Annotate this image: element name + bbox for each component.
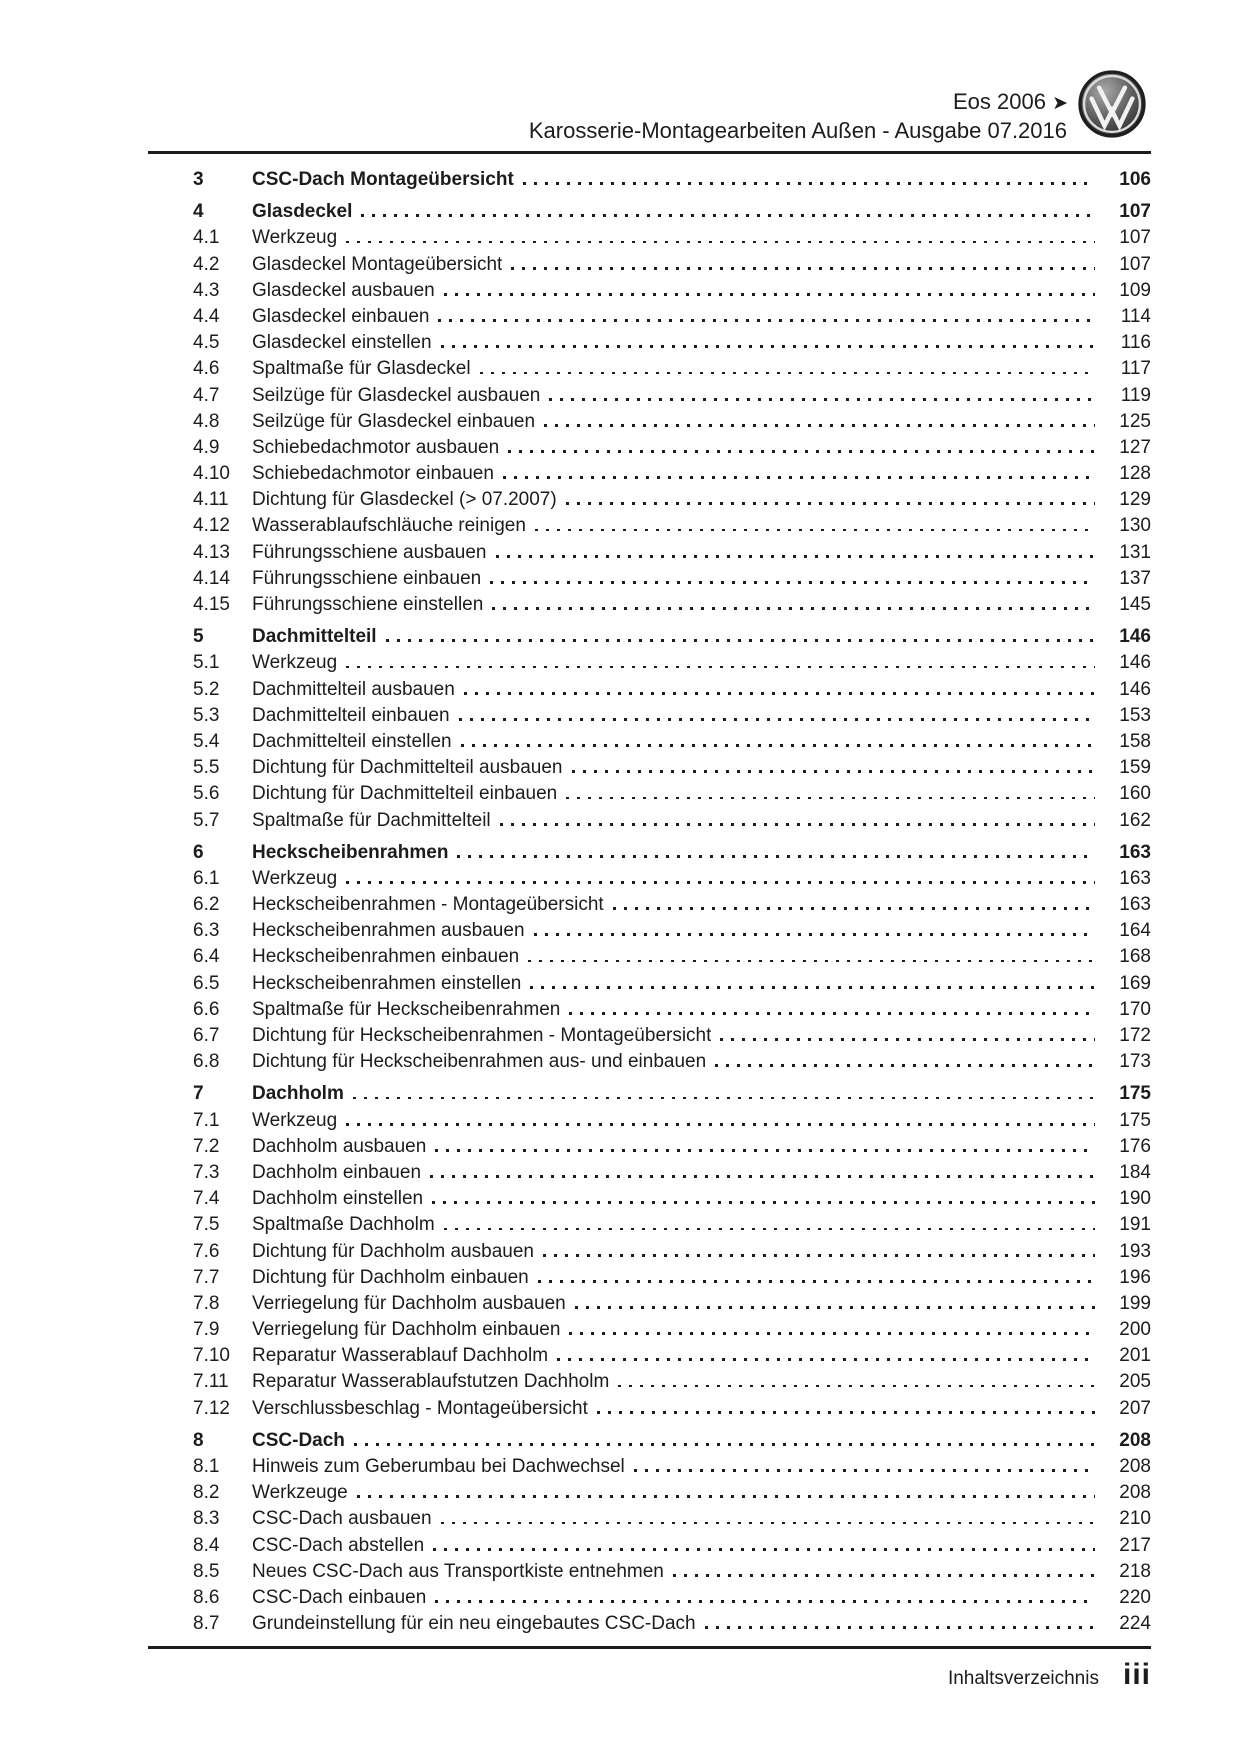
dot-leader <box>618 1385 1095 1388</box>
toc-entry <box>148 358 1151 384</box>
toc-entry-page: 160 <box>1119 783 1151 805</box>
toc-entry <box>148 1136 1151 1162</box>
toc-entry-title: CSC-Dach einbauen <box>252 1586 427 1608</box>
toc-entry-page: 200 <box>1119 1319 1151 1341</box>
footer-divider <box>148 1646 1151 1649</box>
toc-entry-page: 119 <box>1120 384 1151 406</box>
toc-entry-title: Heckscheibenrahmen - Montageübersicht <box>252 894 604 916</box>
toc-entry <box>148 920 1151 946</box>
toc-entry-page: 163 <box>1119 867 1151 889</box>
toc-entry <box>148 1561 1151 1587</box>
toc-entry-number: 8.5 <box>193 1560 220 1582</box>
toc-entry-page: 190 <box>1119 1188 1151 1210</box>
toc-entry-title: Dachmittelteil ausbauen <box>252 678 455 700</box>
toc-entry-title: Werkzeug <box>252 1109 338 1131</box>
page-header <box>529 88 1067 144</box>
toc-entry <box>148 1267 1151 1293</box>
toc-entry-title: Dichtung für Dachmittelteil ausbauen <box>252 757 563 779</box>
toc-entry-number: 6.1 <box>193 867 220 889</box>
dot-leader <box>543 1254 1095 1257</box>
footer-page-number: iii <box>1122 1658 1151 1691</box>
dot-leader <box>441 345 1095 348</box>
toc-entry-page: 170 <box>1119 998 1151 1020</box>
toc-entry-title: Glasdeckel ausbauen <box>252 279 435 301</box>
toc-entry-title: Grundeinstellung für ein neu eingebautes CSC-Dach <box>252 1613 696 1635</box>
dot-leader <box>530 986 1095 989</box>
toc-entry <box>148 411 1151 437</box>
toc-entry-page: 193 <box>1119 1240 1151 1262</box>
toc-entry-title: Dichtung für Dachmittelteil einbauen <box>252 783 558 805</box>
toc-entry-number: 4.8 <box>193 410 220 432</box>
toc-entry-page: 162 <box>1119 809 1151 831</box>
toc-entry-page: 145 <box>1119 594 1151 615</box>
toc-entry-page: 146 <box>1119 652 1151 674</box>
toc-entry-page: 128 <box>1119 463 1151 485</box>
toc-entry-title: Reparatur Wasserablauf Dachholm <box>252 1345 549 1367</box>
toc-entry-number: 4.1 <box>193 227 220 249</box>
toc-entry <box>148 201 1151 227</box>
toc-entry <box>148 515 1151 541</box>
toc-entry-number: 7.10 <box>193 1345 230 1367</box>
toc-entry-page: 210 <box>1119 1508 1151 1530</box>
toc-entry <box>148 679 1151 705</box>
toc-entry-number: 4 <box>193 201 204 223</box>
dot-leader <box>508 450 1095 453</box>
toc-entry-title: Werkzeuge <box>252 1482 348 1504</box>
toc-entry-page: 131 <box>1119 541 1151 563</box>
dot-leader <box>433 1548 1095 1551</box>
toc-entry-page: 116 <box>1120 332 1151 354</box>
dot-leader <box>613 907 1095 910</box>
toc-entry <box>148 973 1151 999</box>
dot-leader <box>459 718 1095 721</box>
dot-leader <box>528 960 1095 963</box>
page-footer <box>148 1658 1151 1692</box>
dot-leader <box>496 555 1095 558</box>
dot-leader <box>511 267 1095 270</box>
dot-leader <box>538 1280 1095 1283</box>
dot-leader <box>715 1064 1095 1067</box>
dot-leader <box>430 1175 1095 1178</box>
toc-entry-number: 4.10 <box>193 463 230 485</box>
toc-entry-number: 7.8 <box>193 1292 220 1314</box>
toc-entry <box>148 594 1151 620</box>
toc-entry-number: 6.2 <box>193 894 220 916</box>
toc-entry-page: 207 <box>1119 1397 1151 1419</box>
toc-entry-number: 5.1 <box>193 652 220 674</box>
toc-entry-number: 5.2 <box>193 678 220 700</box>
toc-entry-page: 205 <box>1119 1371 1151 1393</box>
toc-entry <box>148 999 1151 1025</box>
toc-entry-number: 4.2 <box>193 253 220 275</box>
toc-entry-title: CSC-Dach ausbauen <box>252 1508 432 1530</box>
toc-entry-title: Heckscheibenrahmen einstellen <box>252 972 522 994</box>
toc-entry-number: 7.4 <box>193 1188 220 1210</box>
toc-entry-number: 5.5 <box>193 757 220 779</box>
toc-entry-number: 5.7 <box>193 809 220 831</box>
toc-entry-page: 172 <box>1119 1025 1151 1046</box>
toc-entry-number: 4.13 <box>193 541 230 563</box>
toc-entry <box>148 946 1151 972</box>
toc-entry-page: 191 <box>1119 1214 1151 1236</box>
toc-entry-number: 4.12 <box>193 515 230 537</box>
toc-entry-page: 163 <box>1119 841 1151 863</box>
header-divider <box>148 151 1151 154</box>
toc-entry <box>148 1345 1151 1371</box>
dot-leader <box>346 881 1095 884</box>
toc-entry-number: 6.8 <box>193 1051 220 1073</box>
toc-entry-page: 224 <box>1119 1613 1151 1635</box>
toc-entry <box>148 1613 1151 1639</box>
toc-entry-number: 5.4 <box>193 730 220 752</box>
toc-entry-title: Schiebedachmotor einbauen <box>252 463 494 485</box>
toc-entry-number: 4.7 <box>193 384 220 406</box>
toc-entry <box>148 894 1151 920</box>
toc-entry <box>148 306 1151 332</box>
header-subtitle: Karosserie-Montagearbeiten Außen - Ausgabe 07.2016 <box>528 118 1067 143</box>
dot-leader <box>597 1411 1095 1414</box>
toc-entry <box>148 1535 1151 1561</box>
dot-leader <box>634 1469 1095 1472</box>
dot-leader <box>544 424 1095 427</box>
toc-entry-page: 173 <box>1119 1051 1151 1073</box>
toc-entry-title: Werkzeug <box>252 652 338 674</box>
toc-entry-number: 7.12 <box>193 1397 230 1419</box>
toc-entry-number: 4.14 <box>193 567 230 589</box>
toc-entry-title: Spaltmaße für Dachmittelteil <box>252 809 491 831</box>
toc-entry-title: Dachmittelteil einstellen <box>252 730 452 752</box>
toc-entry-page: 163 <box>1119 894 1151 916</box>
toc-entry-page: 146 <box>1119 626 1151 648</box>
toc-entry-number: 4.11 <box>193 489 229 511</box>
toc-entry-page: 169 <box>1119 972 1151 994</box>
dot-leader <box>435 1600 1095 1603</box>
dot-leader <box>386 639 1095 642</box>
toc-entry-title: Dichtung für Heckscheibenrahmen - Montageübersicht <box>252 1025 712 1046</box>
toc-entry-number: 7.7 <box>193 1266 220 1288</box>
toc-entry-page: 130 <box>1119 515 1151 537</box>
dot-leader <box>457 855 1095 858</box>
dot-leader <box>492 607 1095 610</box>
toc-entry-page: 175 <box>1119 1083 1151 1105</box>
toc-entry <box>148 437 1151 463</box>
dot-leader <box>346 241 1095 244</box>
toc-entry <box>148 227 1151 253</box>
toc-entry-page: 199 <box>1119 1292 1151 1314</box>
toc-entry-title: Dichtung für Glasdeckel (> 07.2007) <box>252 489 557 511</box>
toc-entry-title: Führungsschiene einstellen <box>252 594 484 615</box>
toc-entry <box>148 1162 1151 1188</box>
toc-entry-number: 4.15 <box>193 594 230 615</box>
toc-entry-number: 8.4 <box>193 1534 220 1556</box>
toc-entry-title: CSC-Dach abstellen <box>252 1534 425 1556</box>
toc-entry-number: 7.9 <box>193 1319 220 1341</box>
toc-entry-title: Schiebedachmotor ausbauen <box>252 436 500 458</box>
dot-leader <box>441 1522 1095 1525</box>
toc-entry-number: 7.2 <box>193 1135 220 1157</box>
toc-entry-number: 7.3 <box>193 1161 220 1183</box>
toc-entry <box>148 652 1151 678</box>
dot-leader <box>461 744 1095 747</box>
dot-leader <box>566 502 1095 505</box>
toc-entry-number: 8.7 <box>193 1613 220 1635</box>
dot-leader <box>353 1097 1095 1100</box>
dot-leader <box>575 1306 1095 1309</box>
toc-entry-page: 208 <box>1119 1456 1151 1477</box>
toc-entry <box>148 1456 1151 1482</box>
toc-entry <box>148 1214 1151 1240</box>
toc-entry-title: CSC-Dach Montageübersicht <box>252 169 514 190</box>
toc-entry-title: Spaltmaße für Heckscheibenrahmen <box>252 998 561 1020</box>
toc-entry-page: 114 <box>1120 305 1151 327</box>
toc-entry-page: 208 <box>1119 1482 1151 1504</box>
toc-entry <box>148 332 1151 358</box>
toc-entry <box>148 1083 1151 1109</box>
toc-entry-number: 7.5 <box>193 1214 220 1236</box>
dot-leader <box>673 1574 1095 1577</box>
dot-leader <box>569 1012 1095 1015</box>
toc-entry-page: 159 <box>1119 757 1151 779</box>
toc-entry-number: 5 <box>193 626 204 648</box>
toc-entry-title: Glasdeckel <box>252 201 353 223</box>
toc-entry-number: 3 <box>193 169 204 190</box>
dot-leader <box>464 692 1095 695</box>
toc-entry-page: 107 <box>1119 227 1151 249</box>
dot-leader <box>357 1495 1095 1498</box>
header-model: Eos 2006 <box>952 89 1046 114</box>
dot-leader <box>500 823 1095 826</box>
toc-entry-title: Wasserablaufschläuche reinigen <box>252 515 526 537</box>
dot-leader <box>361 214 1095 217</box>
toc-entry-page: 220 <box>1119 1586 1151 1608</box>
toc-entry-title: Heckscheibenrahmen ausbauen <box>252 920 525 942</box>
dot-leader <box>444 1228 1095 1231</box>
dot-leader <box>444 293 1095 296</box>
toc-entry-page: 196 <box>1119 1266 1151 1288</box>
toc-entry <box>148 810 1151 836</box>
toc-entry <box>148 463 1151 489</box>
toc-entry <box>148 254 1151 280</box>
toc-entry-page: 146 <box>1119 678 1151 700</box>
dot-leader <box>535 529 1095 532</box>
toc-entry-title: Verriegelung für Dachholm einbauen <box>252 1319 561 1341</box>
toc-entry-number: 8.6 <box>193 1586 220 1608</box>
toc-entry-number: 4.9 <box>193 436 220 458</box>
toc-entry <box>148 1371 1151 1397</box>
toc-entry <box>148 626 1151 652</box>
footer-section-label: Inhaltsverzeichnis <box>947 1668 1099 1689</box>
toc-entry-number: 7.11 <box>193 1371 229 1393</box>
dot-leader <box>566 797 1095 800</box>
toc-entry-page: 109 <box>1119 279 1151 301</box>
toc-entry-number: 6 <box>193 841 204 863</box>
toc-entry-page: 217 <box>1119 1534 1151 1556</box>
toc-entry-number: 7 <box>193 1083 204 1105</box>
toc-entry <box>148 1025 1151 1051</box>
toc-entry-page: 107 <box>1119 253 1151 275</box>
toc-entry <box>148 783 1151 809</box>
toc-entry-page: 106 <box>1119 169 1151 190</box>
toc-entry <box>148 280 1151 306</box>
toc-entry-page: 117 <box>1120 358 1151 380</box>
toc-entry-page: 137 <box>1119 567 1151 589</box>
dot-leader <box>572 770 1095 773</box>
toc-entry <box>148 705 1151 731</box>
dot-leader <box>503 476 1095 479</box>
toc-entry-page: 127 <box>1119 436 1151 458</box>
toc-entry-number: 4.4 <box>193 305 220 327</box>
toc-entry-title: Dachmittelteil einbauen <box>252 704 450 726</box>
toc-entry <box>148 842 1151 868</box>
toc-entry-page: 201 <box>1119 1345 1151 1367</box>
toc-entry-title: Glasdeckel einstellen <box>252 332 432 354</box>
toc-entry-title: Führungsschiene ausbauen <box>252 541 487 563</box>
toc-entry-title: Heckscheibenrahmen <box>252 841 449 863</box>
toc-entry <box>148 489 1151 515</box>
toc-entry-page: 125 <box>1119 410 1151 432</box>
dot-leader <box>354 1443 1095 1446</box>
toc-entry <box>148 1051 1151 1077</box>
toc-entry-number: 6.4 <box>193 946 220 968</box>
toc-entry-title: Dachmittelteil <box>252 626 377 648</box>
toc-entry-page: 158 <box>1119 730 1151 752</box>
dot-leader <box>438 319 1095 322</box>
dot-leader <box>534 933 1095 936</box>
dot-leader <box>346 666 1095 669</box>
toc-entry-page: 184 <box>1119 1161 1151 1183</box>
toc-entry-title: Glasdeckel einbauen <box>252 305 430 327</box>
toc-entry-title: Spaltmaße Dachholm <box>252 1214 435 1236</box>
toc-entry-number: 8.3 <box>193 1508 220 1530</box>
toc-entry-number: 6.5 <box>193 972 220 994</box>
toc-entry-title: Seilzüge für Glasdeckel einbauen <box>252 410 536 432</box>
toc-entry-title: Glasdeckel Montageübersicht <box>252 253 503 275</box>
toc-entry-title: Dichtung für Dachholm ausbauen <box>252 1240 535 1262</box>
toc-entry-title: Führungsschiene einbauen <box>252 567 482 589</box>
toc-entry <box>148 1587 1151 1613</box>
toc-entry-page: 153 <box>1119 704 1151 726</box>
toc-entry-title: Dachholm einstellen <box>252 1188 424 1210</box>
toc-entry-number: 5.6 <box>193 783 220 805</box>
toc-entry-number: 8.1 <box>193 1456 220 1477</box>
toc-entry <box>148 868 1151 894</box>
dot-leader <box>523 182 1095 185</box>
toc-entry-number: 4.3 <box>193 279 220 301</box>
toc-entry-title: Spaltmaße für Glasdeckel <box>252 358 471 380</box>
toc-entry <box>148 1398 1151 1424</box>
toc-entry-page: 176 <box>1119 1135 1151 1157</box>
toc-entry-title: Reparatur Wasserablaufstutzen Dachholm <box>252 1371 610 1393</box>
toc-entry-page: 129 <box>1119 489 1151 511</box>
toc-entry-title: CSC-Dach <box>252 1429 345 1451</box>
toc-entry-title: Heckscheibenrahmen einbauen <box>252 946 520 968</box>
toc-entry-title: Verriegelung für Dachholm ausbauen <box>252 1292 566 1314</box>
toc-entry <box>148 1110 1151 1136</box>
toc-entry-number: 4.5 <box>193 332 220 354</box>
toc-entry <box>148 568 1151 594</box>
toc-entry <box>148 1188 1151 1214</box>
vw-logo-icon <box>1078 70 1146 138</box>
toc-entry-number: 7.6 <box>193 1240 220 1262</box>
toc-entry-title: Dichtung für Dachholm einbauen <box>252 1266 529 1288</box>
arrow-right-icon: ➤ <box>1052 93 1067 114</box>
toc-entry <box>148 1430 1151 1456</box>
toc-entry-title: Werkzeug <box>252 227 338 249</box>
table-of-contents <box>148 163 1151 1639</box>
toc-entry <box>148 731 1151 757</box>
toc-entry-page: 168 <box>1119 946 1151 968</box>
toc-entry-title: Werkzeug <box>252 867 338 889</box>
toc-entry-title: Dachholm <box>252 1083 344 1105</box>
toc-entry-title: Dichtung für Heckscheibenrahmen aus- und einbauen <box>252 1051 707 1073</box>
dot-leader <box>705 1626 1095 1629</box>
dot-leader <box>435 1149 1095 1152</box>
toc-entry-title: Dachholm ausbauen <box>252 1135 427 1157</box>
toc-entry <box>148 757 1151 783</box>
toc-entry-number: 8 <box>193 1429 204 1451</box>
dot-leader <box>569 1332 1095 1335</box>
dot-leader <box>720 1038 1095 1041</box>
toc-entry-title: Seilzüge für Glasdeckel ausbauen <box>252 384 541 406</box>
toc-entry-number: 7.1 <box>193 1109 220 1131</box>
toc-entry <box>148 1319 1151 1345</box>
toc-entry-title: Hinweis zum Geberumbau bei Dachwechsel <box>252 1456 625 1477</box>
toc-entry-title: Verschlussbeschlag - Montageübersicht <box>252 1397 588 1419</box>
toc-entry-page: 208 <box>1119 1429 1151 1451</box>
toc-entry <box>148 385 1151 411</box>
dot-leader <box>346 1123 1095 1126</box>
toc-entry <box>148 169 1151 195</box>
toc-entry <box>148 1508 1151 1534</box>
toc-entry-title: Dachholm einbauen <box>252 1161 422 1183</box>
toc-entry-page: 107 <box>1119 201 1151 223</box>
dot-leader <box>557 1358 1095 1361</box>
toc-entry <box>148 542 1151 568</box>
dot-leader <box>432 1201 1095 1204</box>
toc-entry-page: 164 <box>1119 920 1151 942</box>
toc-entry-number: 8.2 <box>193 1482 220 1504</box>
header-model-line <box>529 88 1067 117</box>
toc-entry-title: Neues CSC-Dach aus Transportkiste entnehmen <box>252 1560 664 1582</box>
toc-entry <box>148 1482 1151 1508</box>
toc-entry-number: 6.7 <box>193 1025 220 1046</box>
toc-entry-number: 6.6 <box>193 998 220 1020</box>
toc-entry <box>148 1293 1151 1319</box>
toc-entry-number: 6.3 <box>193 920 220 942</box>
toc-entry <box>148 1241 1151 1267</box>
dot-leader <box>490 581 1095 584</box>
dot-leader <box>480 372 1095 375</box>
toc-entry-page: 175 <box>1119 1109 1151 1131</box>
toc-entry-number: 4.6 <box>193 358 220 380</box>
toc-entry-number: 5.3 <box>193 704 220 726</box>
dot-leader <box>549 398 1095 401</box>
toc-entry-page: 218 <box>1119 1560 1151 1582</box>
